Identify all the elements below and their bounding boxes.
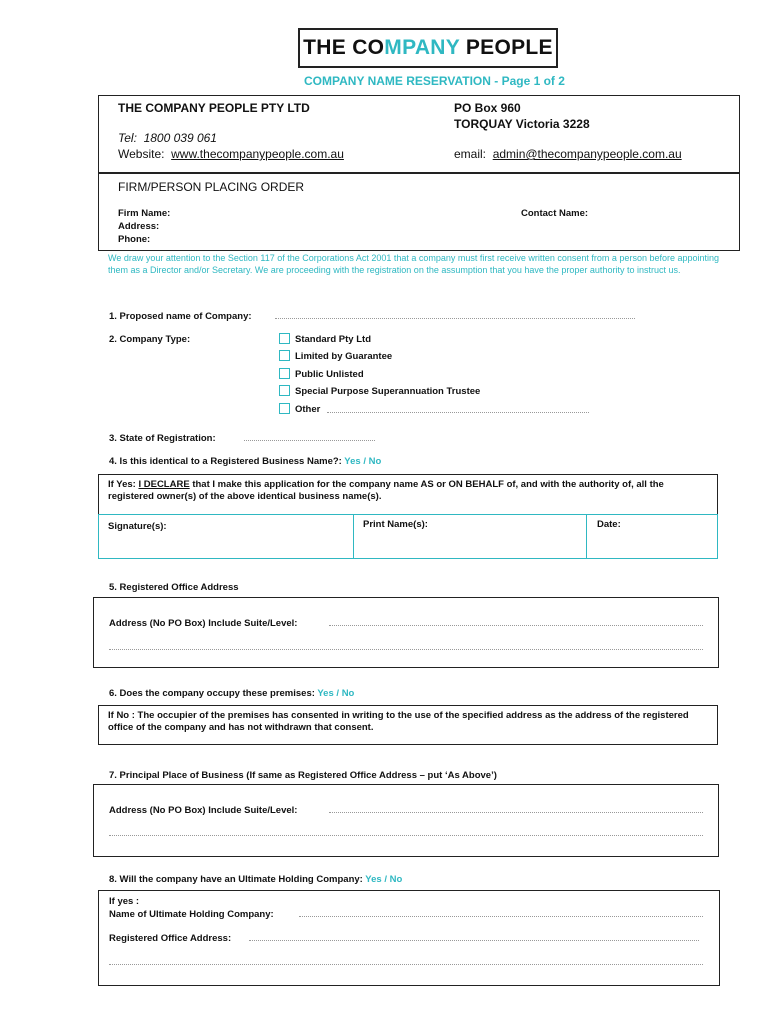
q6-separator: / — [336, 688, 340, 699]
firm-heading: FIRM/PERSON PLACING ORDER — [118, 180, 305, 194]
declare-prefix: If Yes: — [108, 479, 136, 490]
q8-yes[interactable]: Yes — [365, 874, 382, 885]
date-label: Date: — [597, 519, 621, 530]
contact-name-label: Contact Name: — [521, 208, 589, 219]
option-limited-by-guarantee: Limited by Guarantee — [295, 351, 393, 362]
option-special-purpose: Special Purpose Superannuation Trustee — [295, 386, 481, 397]
company-email — [454, 147, 682, 161]
q2-label: 2. Company Type: — [109, 334, 191, 345]
declare-body: that I make this application for the company name AS or ON BEHALF of, and with the authority of, all the registered owner(s) of the above identical business name(s). — [108, 479, 664, 502]
q5-label: 5. Registered Office Address — [109, 582, 239, 593]
company-city: TORQUAY Victoria 3228 — [454, 117, 590, 131]
holding-company-name-input[interactable] — [299, 916, 703, 917]
logo-text-part3: PEOPLE — [459, 36, 553, 59]
q1-label: 1. Proposed name of Company: — [109, 311, 252, 322]
q3-label: 3. State of Registration: — [109, 433, 216, 444]
option-other: Other — [295, 404, 321, 415]
principal-address-input[interactable] — [329, 812, 703, 813]
tel-label: Tel: — [118, 131, 137, 145]
declaration-text — [108, 479, 708, 503]
q4-no[interactable]: No — [368, 456, 382, 467]
website-label: Website: — [118, 147, 165, 161]
state-input[interactable] — [244, 440, 375, 441]
principal-address-line2[interactable] — [109, 835, 703, 836]
holding-office-label: Registered Office Address: — [109, 933, 232, 944]
checkbox-limited-by-guarantee[interactable] — [279, 350, 290, 361]
holding-office-input[interactable] — [249, 940, 699, 941]
principal-place-box — [93, 784, 719, 857]
q4-question: 4. Is this identical to a Registered Business Name?: — [109, 456, 342, 467]
firm-name-label: Firm Name: — [118, 208, 171, 219]
q6-label — [109, 688, 354, 699]
legal-notice: We draw your attention to the Section 117 of the Corporations Act 2001 that a company must first receive written consent from a person before appointing them as a Director and/or Secretary. We are proceeding with the registration on the assumption that you have the proper authority to instruct us. — [108, 253, 720, 275]
q6-question: 6. Does the company occupy these premises: — [109, 688, 315, 699]
logo-text-part1: THE CO — [303, 36, 385, 59]
checkbox-other[interactable] — [279, 403, 290, 414]
print-name-label: Print Name(s): — [363, 519, 428, 530]
q8-label — [109, 874, 402, 885]
q8-no[interactable]: No — [389, 874, 403, 885]
q4-separator: / — [363, 456, 366, 467]
company-website — [118, 147, 344, 161]
signature-label: Signature(s): — [108, 521, 167, 532]
q4-yes[interactable]: Yes — [344, 456, 361, 467]
email-label: email: — [454, 147, 487, 161]
holding-company-name-label: Name of Ultimate Holding Company: — [109, 909, 274, 920]
company-po-box: PO Box 960 — [454, 101, 521, 115]
email-link[interactable]: admin@thecompanypeople.com.au — [492, 147, 682, 161]
other-type-input[interactable] — [327, 412, 589, 413]
checkbox-special-purpose[interactable] — [279, 385, 290, 396]
logo-text-part2: MPANY — [384, 36, 460, 59]
q8-question: 8. Will the company have an Ultimate Holding Company: — [109, 874, 363, 885]
firm-address-label: Address: — [118, 221, 160, 232]
registered-address-input[interactable] — [329, 625, 703, 626]
company-tel — [118, 131, 217, 145]
q7-label: 7. Principal Place of Business (If same as Registered Office Address – put ‘As Above’) — [109, 770, 497, 781]
page-subtitle: COMPANY NAME RESERVATION - Page 1 of 2 — [304, 74, 565, 88]
q6-yes[interactable]: Yes — [317, 688, 334, 699]
option-public-unlisted: Public Unlisted — [295, 369, 364, 380]
q4-label — [109, 456, 381, 467]
tel-number: 1800 039 061 — [143, 131, 217, 145]
declare-emph: I DECLARE — [138, 479, 190, 490]
website-link[interactable]: www.thecompanypeople.com.au — [171, 147, 344, 161]
proposed-name-input[interactable] — [275, 318, 635, 319]
checkbox-standard-pty-ltd[interactable] — [279, 333, 290, 344]
registered-address-line2[interactable] — [109, 649, 703, 650]
q8-separator: / — [384, 874, 387, 885]
company-logo — [298, 28, 558, 68]
occupier-consent-text: If No : The occupier of the premises has consented in writing to the use of the specified address as the address of the registered office of the company and has not withdrawn that consent. — [108, 710, 689, 733]
q7-address-label: Address (No PO Box) Include Suite/Level: — [109, 805, 298, 816]
company-name: THE COMPANY PEOPLE PTY LTD — [118, 101, 310, 115]
q6-no[interactable]: No — [341, 688, 355, 699]
holding-office-line2[interactable] — [109, 964, 703, 965]
q8-ifyes-label: If yes : — [109, 896, 140, 907]
registered-office-box — [93, 597, 719, 668]
option-standard-pty-ltd: Standard Pty Ltd — [295, 334, 372, 345]
firm-phone-label: Phone: — [118, 234, 151, 245]
q5-address-label: Address (No PO Box) Include Suite/Level: — [109, 618, 298, 629]
checkbox-public-unlisted[interactable] — [279, 368, 290, 379]
